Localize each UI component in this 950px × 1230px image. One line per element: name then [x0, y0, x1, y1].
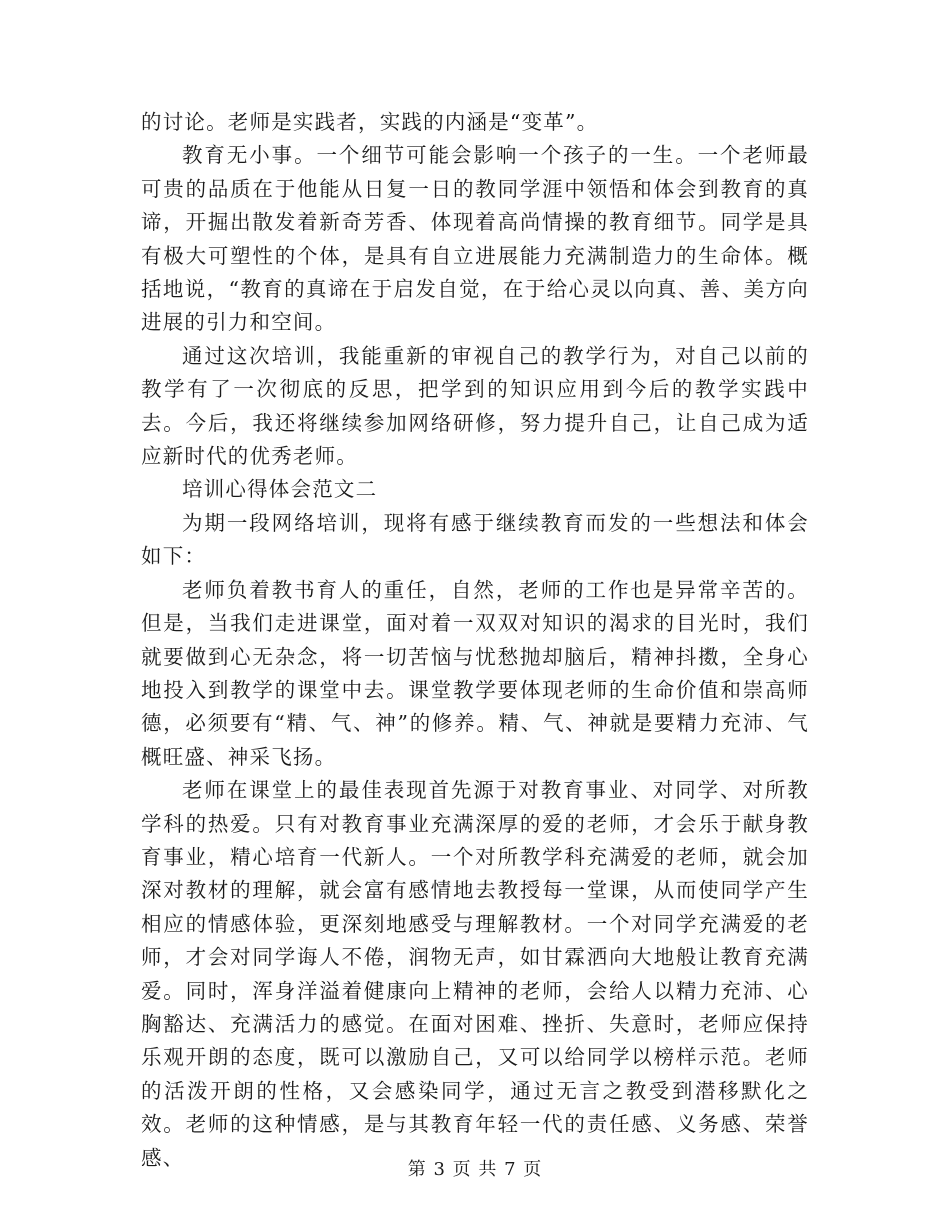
paragraph: 为期一段网络培训，现将有感于继续教育而发的一些想法和体会如下：: [141, 510, 809, 569]
page-number-footer: 第 3 页 共 7 页: [407, 1159, 543, 1180]
paragraph: 老师在课堂上的最佳表现首先源于对教育事业、对同学、对所教学科的热爱。只有对教育事业充满深厚的爱的老师，才会乐于献身教育事业，精心培育一代新人。一个对所教学科充满爱的老师，就会加深对教材的理解，就会富有感情地去教授每一堂课，从而使同学产生相应的情感体验，更深刻地感受与理解教材。一个对同学充满爱的老师，才会对同学诲人不倦，润物无声，如甘霖洒向大地般让教育充满爱。同时，浑身洋溢着健康向上精神的老师，会给人以精力充沛、心胸豁达、充满活力的感觉。在面对困难、挫折、失意时，老师应保持乐观开朗的态度，既可以激励自己，又可以给同学以榜样示范。老师的活泼开朗的性格，又会感染同学，通过无言之教受到潜移默化之效。老师的这种情感，是与其教育年轻一代的责任感、义务感、荣誉感、: [141, 778, 809, 1170]
document-body: [141, 106, 809, 1175]
paragraph: 教育无小事。一个细节可能会影响一个孩子的一生。一个老师最可贵的品质在于他能从日复一日的教同学涯中领悟和体会到教育的真谛，开掘出散发着新奇芳香、体现着高尚情操的教育细节。同学是具有极大可塑性的个体，是具有自立进展能力充满制造力的生命体。概括地说，“教育的真谛在于启发自觉，在于给心灵以向真、善、美方向进展的引力和空间。: [141, 143, 809, 335]
section-heading: 培训心得体会范文二: [182, 477, 378, 502]
paragraph: 的讨论。老师是实践者，实践的内涵是“变革”。: [141, 110, 599, 134]
paragraph: 老师负着教书育人的重任，自然，老师的工作也是异常辛苦的。但是，当我们走进课堂，面对着一双双对知识的渴求的目光时，我们就要做到心无杂念，将一切苦恼与忧愁抛却脑后，精神抖擞，全身心地投入到教学的课堂中去。课堂教学要体现老师的生命价值和崇高师德，必须要有“精、气、神”的修养。精、气、神就是要精力充沛、气概旺盛、神采飞扬。: [141, 577, 809, 769]
paragraph: 通过这次培训，我能重新的审视自己的教学行为，对自己以前的教学有了一次彻底的反思，把学到的知识应用到今后的教学实践中去。今后，我还将继续参加网络研修，努力提升自己，让自己成为适应新时代的优秀老师。: [141, 343, 809, 469]
